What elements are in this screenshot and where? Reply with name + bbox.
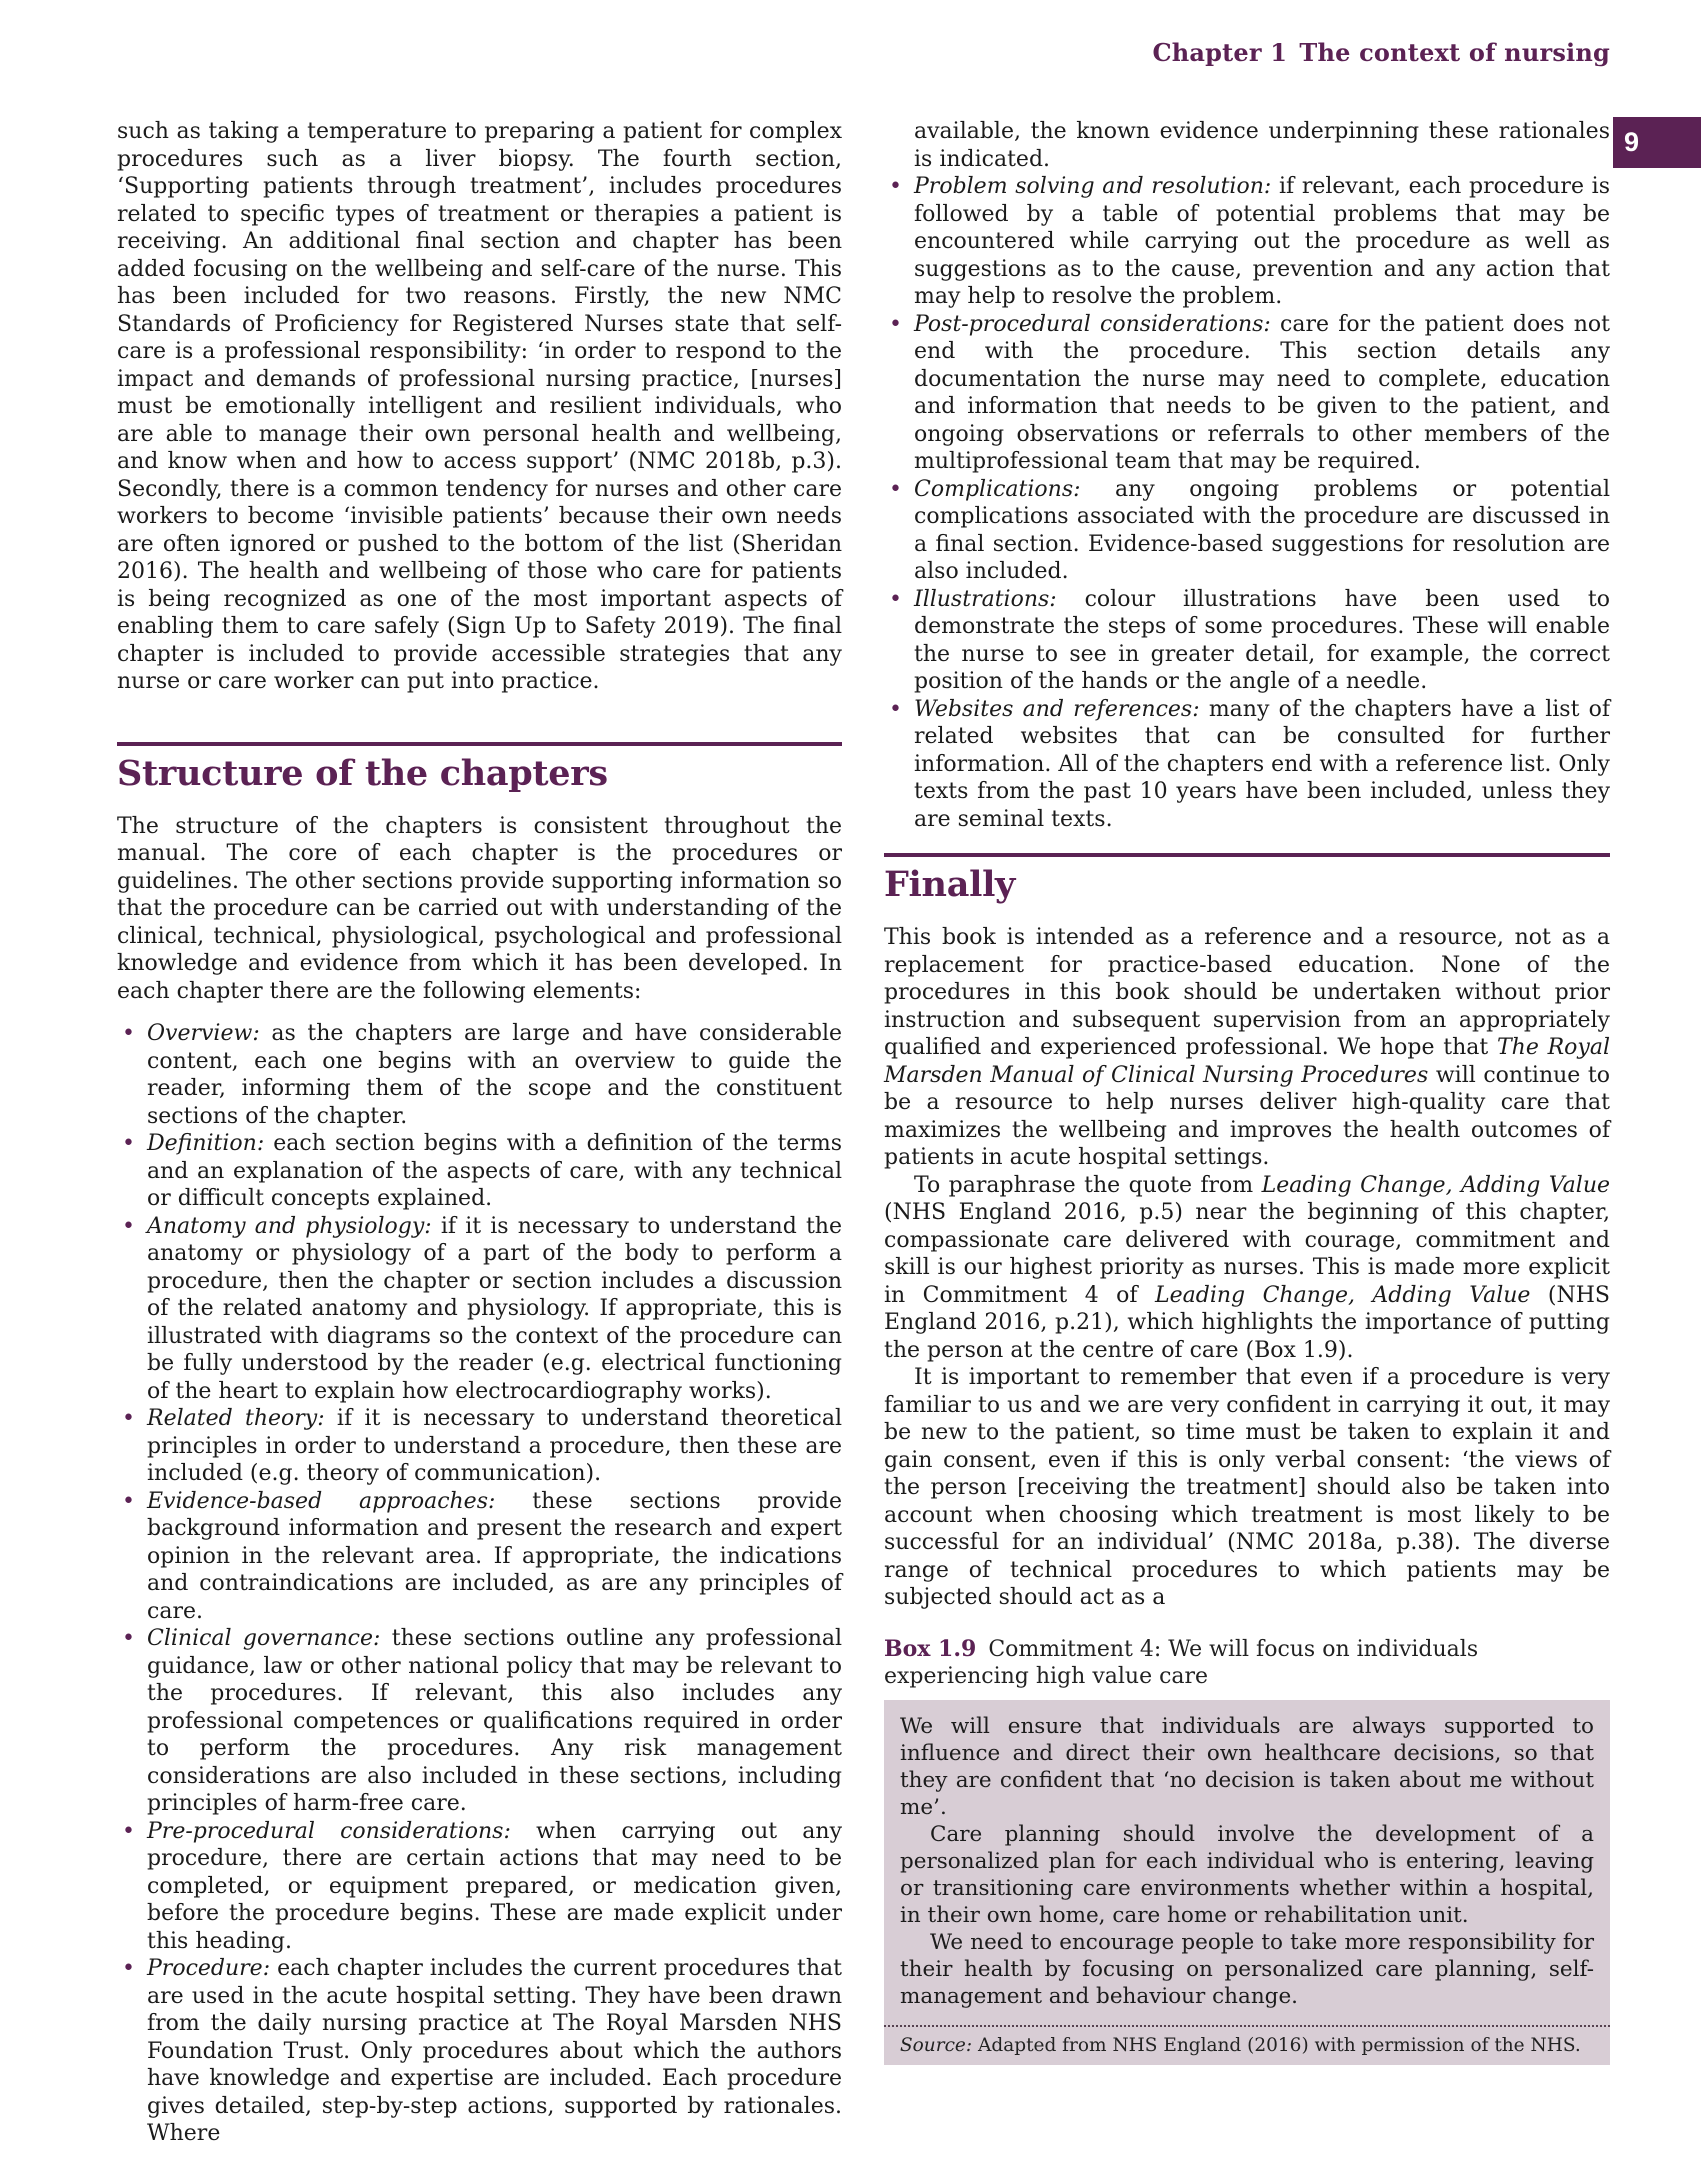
box-title: Commitment 4: We will focus on individuals experiencing high value care: [884, 1636, 1479, 1689]
list-item-text: Related theory: if it is necessary to understand theoretical principles in order to understand a procedure, then these are included (e.g. theory of communication).: [147, 1406, 842, 1487]
section-rule: [117, 742, 842, 746]
section-title: Structure of the chapters: [117, 752, 608, 794]
right-column: [884, 118, 1610, 2148]
list-item-text: available, the known evidence underpinning these rationales is indicated.: [914, 119, 1610, 172]
list-item: [884, 586, 1610, 696]
list-item-text: Post-procedural considerations: care for the patient does not end with the procedure. This section details any documentation the nurse may need to complete, education and information that needs to be given to the patient, and ongoing observations or referrals to other members of the multiprofessional team that may be required.: [914, 311, 1610, 474]
list-item-text: Overview: as the chapters are large and have considerable content, each one begins with an overview to guide the reader, informing them of the scope and the constituent sections of the chapter.: [147, 1021, 842, 1129]
bullet-icon: •: [122, 1818, 135, 1844]
bullet-icon: •: [122, 1626, 135, 1652]
bullet-icon: •: [889, 476, 902, 502]
list-item: [884, 173, 1610, 311]
list-item-text: Procedure: each chapter includes the current procedures that are used in the acute hospital setting. They have been drawn from the daily nursing practice at The Royal Marsden NHS Foundation Trust. Only procedures about which the authors have knowledge and expertise are included. Each procedure gives detailed, step-by-step actions, supported by rationales. Where: [147, 1956, 842, 2147]
list-item: [117, 1130, 842, 1213]
box-label: Box 1.9: [884, 1635, 977, 1662]
list-item-text: Definition: each section begins with a definition of the terms and an explanation of the aspects of care, with any technical or difficult concepts explained.: [147, 1131, 842, 1212]
chapter-elements-list-continued: [884, 118, 1610, 833]
list-item-text: Websites and references: many of the chapters have a list of related websites that can be consulted for further information. All of the chapters end with a reference list. Only texts from the past 10 years have been included, unless they are seminal texts.: [914, 696, 1611, 832]
box-paragraph: Care planning should involve the development of a personalized plan for each individual who is entering, leaving or transitioning care environments whether within a hospital, in their own home, care home or rehabilitation unit.: [900, 1821, 1594, 1928]
bullet-icon: •: [122, 1406, 135, 1432]
source-line: Source: Adapted from NHS England (2016) with permission of the NHS.: [900, 2034, 1581, 2056]
bullet-icon: •: [889, 174, 902, 199]
list-item: [117, 1625, 842, 1818]
list-item-text: Anatomy and physiology: if it is necessary to understand the anatomy or physiology of a part of the body to perform a procedure, then the chapter or section includes a discussion of the related anatomy and physiology. If appropriate, this is illustrated with diagrams so the context of the procedure can be fully understood by the reader (e.g. electrical functioning of the heart to explain how electrocardiography works).: [147, 1213, 842, 1404]
bullet-icon: •: [889, 696, 902, 722]
bullet-icon: •: [889, 586, 902, 612]
list-item: [117, 1405, 842, 1488]
bullet-icon: •: [122, 1488, 135, 1514]
box-paragraph: We need to encourage people to take more responsibility for their health by focusing on personalized care planning, self-management and behaviour change.: [900, 1929, 1594, 2009]
bullet-icon: •: [122, 1213, 135, 1239]
running-header: Chapter 1 The context of nursing: [1152, 38, 1610, 67]
section-rule: [884, 853, 1610, 857]
page-number: 9: [1624, 127, 1640, 157]
box-header: [884, 1636, 1610, 1690]
list-item-text: Pre-procedural considerations: when carrying out any procedure, there are certain actions that may need to be completed, or equipment prepared, or medication given, before the procedure begins. These are made explicit under this heading.: [147, 1818, 842, 1954]
section-title: Finally: [884, 864, 1016, 905]
list-item: [117, 1818, 842, 1956]
bullet-icon: •: [122, 1956, 135, 1982]
list-item: [117, 1955, 842, 2148]
chapter-elements-list: [117, 1020, 842, 2148]
bullet-icon: •: [122, 1021, 135, 1047]
left-column: [117, 118, 842, 2148]
list-item: [884, 476, 1610, 586]
bullet-icon: •: [122, 1131, 135, 1157]
list-item: [884, 311, 1610, 476]
list-item-continuation: [884, 118, 1610, 173]
paragraph: To paraphrase the quote from Leading Change, Adding Value (NHS England 2016, p.5) near the beginning of this chapter, compassionate care delivered with courage, commitment and skill is our highest priority as nurses. This is made more explicit in Commitment 4 of Leading Change, Adding Value (NHS England 2016, p.21), which highlights the importance of putting the person at the centre of care (Box 1.9).: [884, 1172, 1611, 1363]
list-item: [117, 1020, 842, 1130]
list-item-text: Problem solving and resolution: if relevant, each procedure is followed by a table of potential problems that may be encountered while carrying out the procedure as well as suggestions as to the cause, prevention and any action that may help to resolve the problem.: [914, 174, 1610, 309]
section-heading-block: [884, 853, 1610, 904]
text-columns: [117, 118, 1610, 2148]
list-item-text: Evidence-based approaches: these sections provide background information and present the research and expert opinion in the relevant area. If appropriate, the indications and contraindications are included, as are any principles of care.: [147, 1488, 842, 1624]
list-item: [884, 696, 1610, 834]
paragraph-continuation: such as taking a temperature to preparing a patient for complex procedures such as a liver biopsy. The fourth section, ‘Supporting patients through treatment’, includes procedures related to specific types of treatment or therapies a patient is receiving. An additional final section and chapter has been added focusing on the wellbeing and self-care of the nurse. This has been included for two reasons. Firstly, the new NMC Standards of Proficiency for Registered Nurses state that self-care is a professional responsibility: ‘in order to respond to the impact and demands of professional nursing practice, [nurses] must be emotionally intelligent and resilient individuals, who are able to manage their own personal health and wellbeing, and know when and how to access support’ (NMC 2018b, p.3). Secondly, there is a common tendency for nurses and other care workers to become ‘invisible patients’ because their own needs are often ignored or pushed to the bottom of the list (Sheridan 2016). The health and wellbeing of those who care for patients is being recognized as one of the most important aspects of enabling them to care safely (Sign Up to Safety 2019). The final chapter is included to provide accessible strategies that any nurse or care worker can put into practice.: [117, 119, 842, 694]
list-item: [117, 1213, 842, 1406]
dotted-divider: [884, 2025, 1610, 2027]
section-intro-paragraph: The structure of the chapters is consistent throughout the manual. The core of each chapter is the procedures or guidelines. The other sections provide supporting information so that the procedure can be carried out with understanding of the clinical, technical, physiological, psychological and professional knowledge and evidence from which it has been developed. In each chapter there are the following elements:: [117, 813, 842, 1004]
section-heading-block: [117, 742, 842, 793]
commitment-box: [884, 1700, 1610, 2065]
list-item: [117, 1488, 842, 1626]
box-paragraph: We will ensure that individuals are always supported to influence and direct their own healthcare decisions, so that they are confident that ‘no decision is taken about me without me’.: [900, 1713, 1594, 1820]
list-item-text: Complications: any ongoing problems or potential complications associated with the procedure are discussed in a final section. Evidence-based suggestions for resolution are also included.: [914, 476, 1610, 584]
paragraph: This book is intended as a reference and a resource, not as a replacement for practice-based education. None of the procedures in this book should be undertaken without prior instruction and subsequent supervision from an appropriately qualified and experienced professional. We hope that The Royal Marsden Manual of Clinical Nursing Procedures will continue to be a resource to help nurses deliver high-quality care that maximizes the wellbeing and improves the health outcomes of patients in acute hospital settings.: [884, 925, 1610, 1171]
bullet-icon: •: [889, 311, 902, 337]
list-item-text: Illustrations: colour illustrations have been used to demonstrate the steps of some procedures. These will enable the nurse to see in greater detail, for example, the correct position of the hands or the angle of a needle.: [914, 586, 1610, 694]
paragraph: It is important to remember that even if a procedure is very familiar to us and we are very confident in carrying it out, it may be new to the patient, so time must be taken to explain it and gain consent, even if this is only verbal consent: ‘the views of the person [receiving the treatment] should also be taken into account when choosing which treatment is most likely to be successful for an individual’ (NMC 2018a, p.38). The diverse range of technical procedures to which patients may be subjected should act as a: [884, 1365, 1610, 1611]
page-number-tab: [1613, 117, 1701, 168]
list-item-text: Clinical governance: these sections outline any professional guidance, law or other national policy that may be relevant to the procedures. If relevant, this also includes any professional competences or qualifications required in order to perform the procedures. Any risk management considerations are also included in these sections, including principles of harm-free care.: [147, 1626, 843, 1817]
